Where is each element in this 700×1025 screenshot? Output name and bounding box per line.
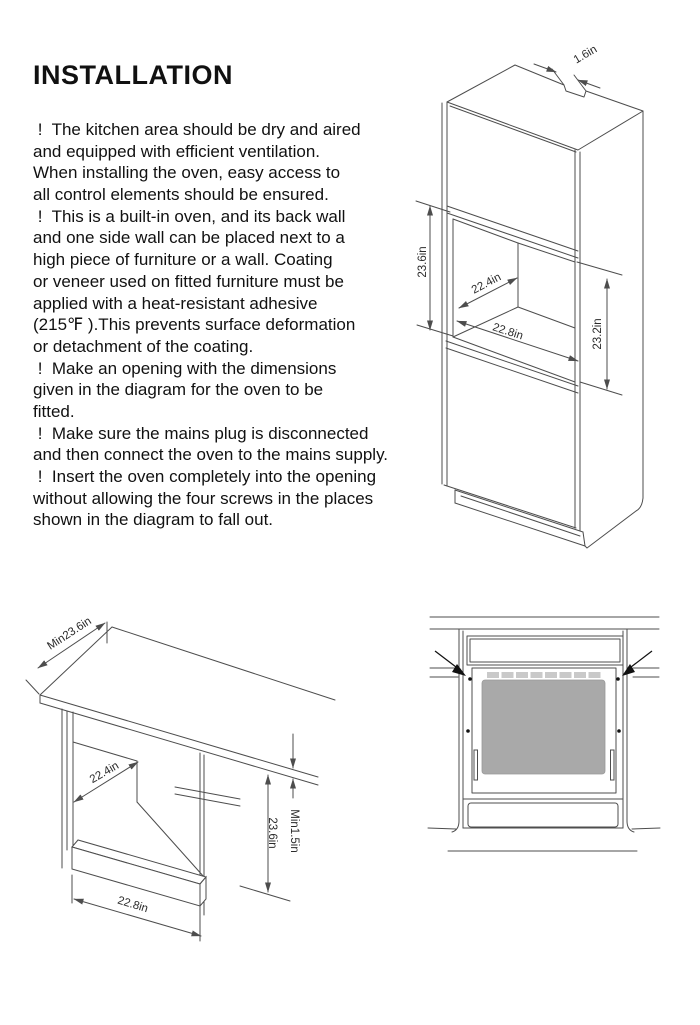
dimension-notch	[534, 43, 600, 91]
note-line: and equipped with efficient ventilation.	[33, 141, 320, 161]
dim-notch-label: 1.6in	[571, 43, 600, 67]
dimension-height-right	[577, 262, 622, 395]
door-trim-right	[611, 750, 615, 780]
cabinet-outline	[442, 65, 643, 548]
dim-depth-label: 22.4in	[87, 759, 122, 786]
page-title: INSTALLATION	[33, 60, 233, 90]
installation-notes	[33, 119, 388, 531]
worktop-outline	[40, 627, 335, 785]
note-line: ! Insert the oven completely into the opening	[33, 467, 377, 486]
dim-height-left-label: 23.6in	[417, 246, 430, 278]
note-line: When installing the oven, easy access to	[33, 163, 341, 183]
dim-width-label: 22.8in	[490, 321, 525, 343]
vent-slots	[487, 672, 601, 678]
note-line: or veneer used on fitted furniture must be	[33, 271, 344, 291]
dimension-height	[240, 775, 290, 901]
note-line: (215℉ ).This prevents surface deformation	[33, 315, 356, 335]
note-line: ! The kitchen area should be dry and aired	[33, 120, 361, 139]
note-line: ! Make sure the mains plug is disconnected	[33, 423, 369, 443]
dimension-min-depth	[26, 615, 107, 694]
cabinet-column-diagram	[405, 40, 700, 575]
note-line: all control elements should be ensured.	[33, 185, 329, 205]
note-line: given in the diagram for the oven to be	[33, 380, 324, 400]
note-line: and one side wall can be placed next to a	[33, 228, 345, 248]
drawer-front	[463, 799, 623, 828]
dim-min-gap-label: Min1.5in	[287, 809, 300, 853]
oven-front	[472, 668, 616, 793]
dimension-min-gap	[288, 734, 300, 853]
dimension-depth	[459, 271, 517, 308]
note-line: without allowing the four screws in the places	[33, 488, 374, 508]
dim-min-depth-label: Min23.6in	[45, 615, 94, 653]
note-line: fitted.	[33, 401, 75, 421]
door-trim-left	[474, 750, 478, 780]
oven-front-installed-diagram	[420, 610, 668, 860]
dim-height-label: 23.6in	[265, 817, 278, 849]
note-line: ! This is a built-in oven, and its back wall	[33, 206, 346, 226]
note-line: and then connect the oven to the mains supply.	[33, 445, 389, 465]
screw-arrow-left	[435, 651, 466, 676]
note-line: applied with a heat-resistant adhesive	[33, 293, 318, 313]
dimension-width	[457, 321, 578, 361]
dim-depth-label: 22.4in	[469, 271, 504, 297]
note-line: or detachment of the coating.	[33, 336, 254, 356]
oven-door-glass	[482, 680, 605, 774]
cabinet-opening	[62, 709, 240, 918]
note-line: shown in the diagram to fall out.	[33, 510, 274, 530]
dimension-depth	[74, 760, 138, 802]
note-line: high piece of furniture or a wall. Coating	[33, 250, 333, 270]
dim-width-label: 22.8in	[115, 894, 150, 916]
dim-height-right-label: 23.2in	[592, 318, 605, 350]
note-line: ! Make an opening with the dimensions	[33, 358, 337, 378]
worktop-cutout-diagram	[15, 600, 340, 950]
